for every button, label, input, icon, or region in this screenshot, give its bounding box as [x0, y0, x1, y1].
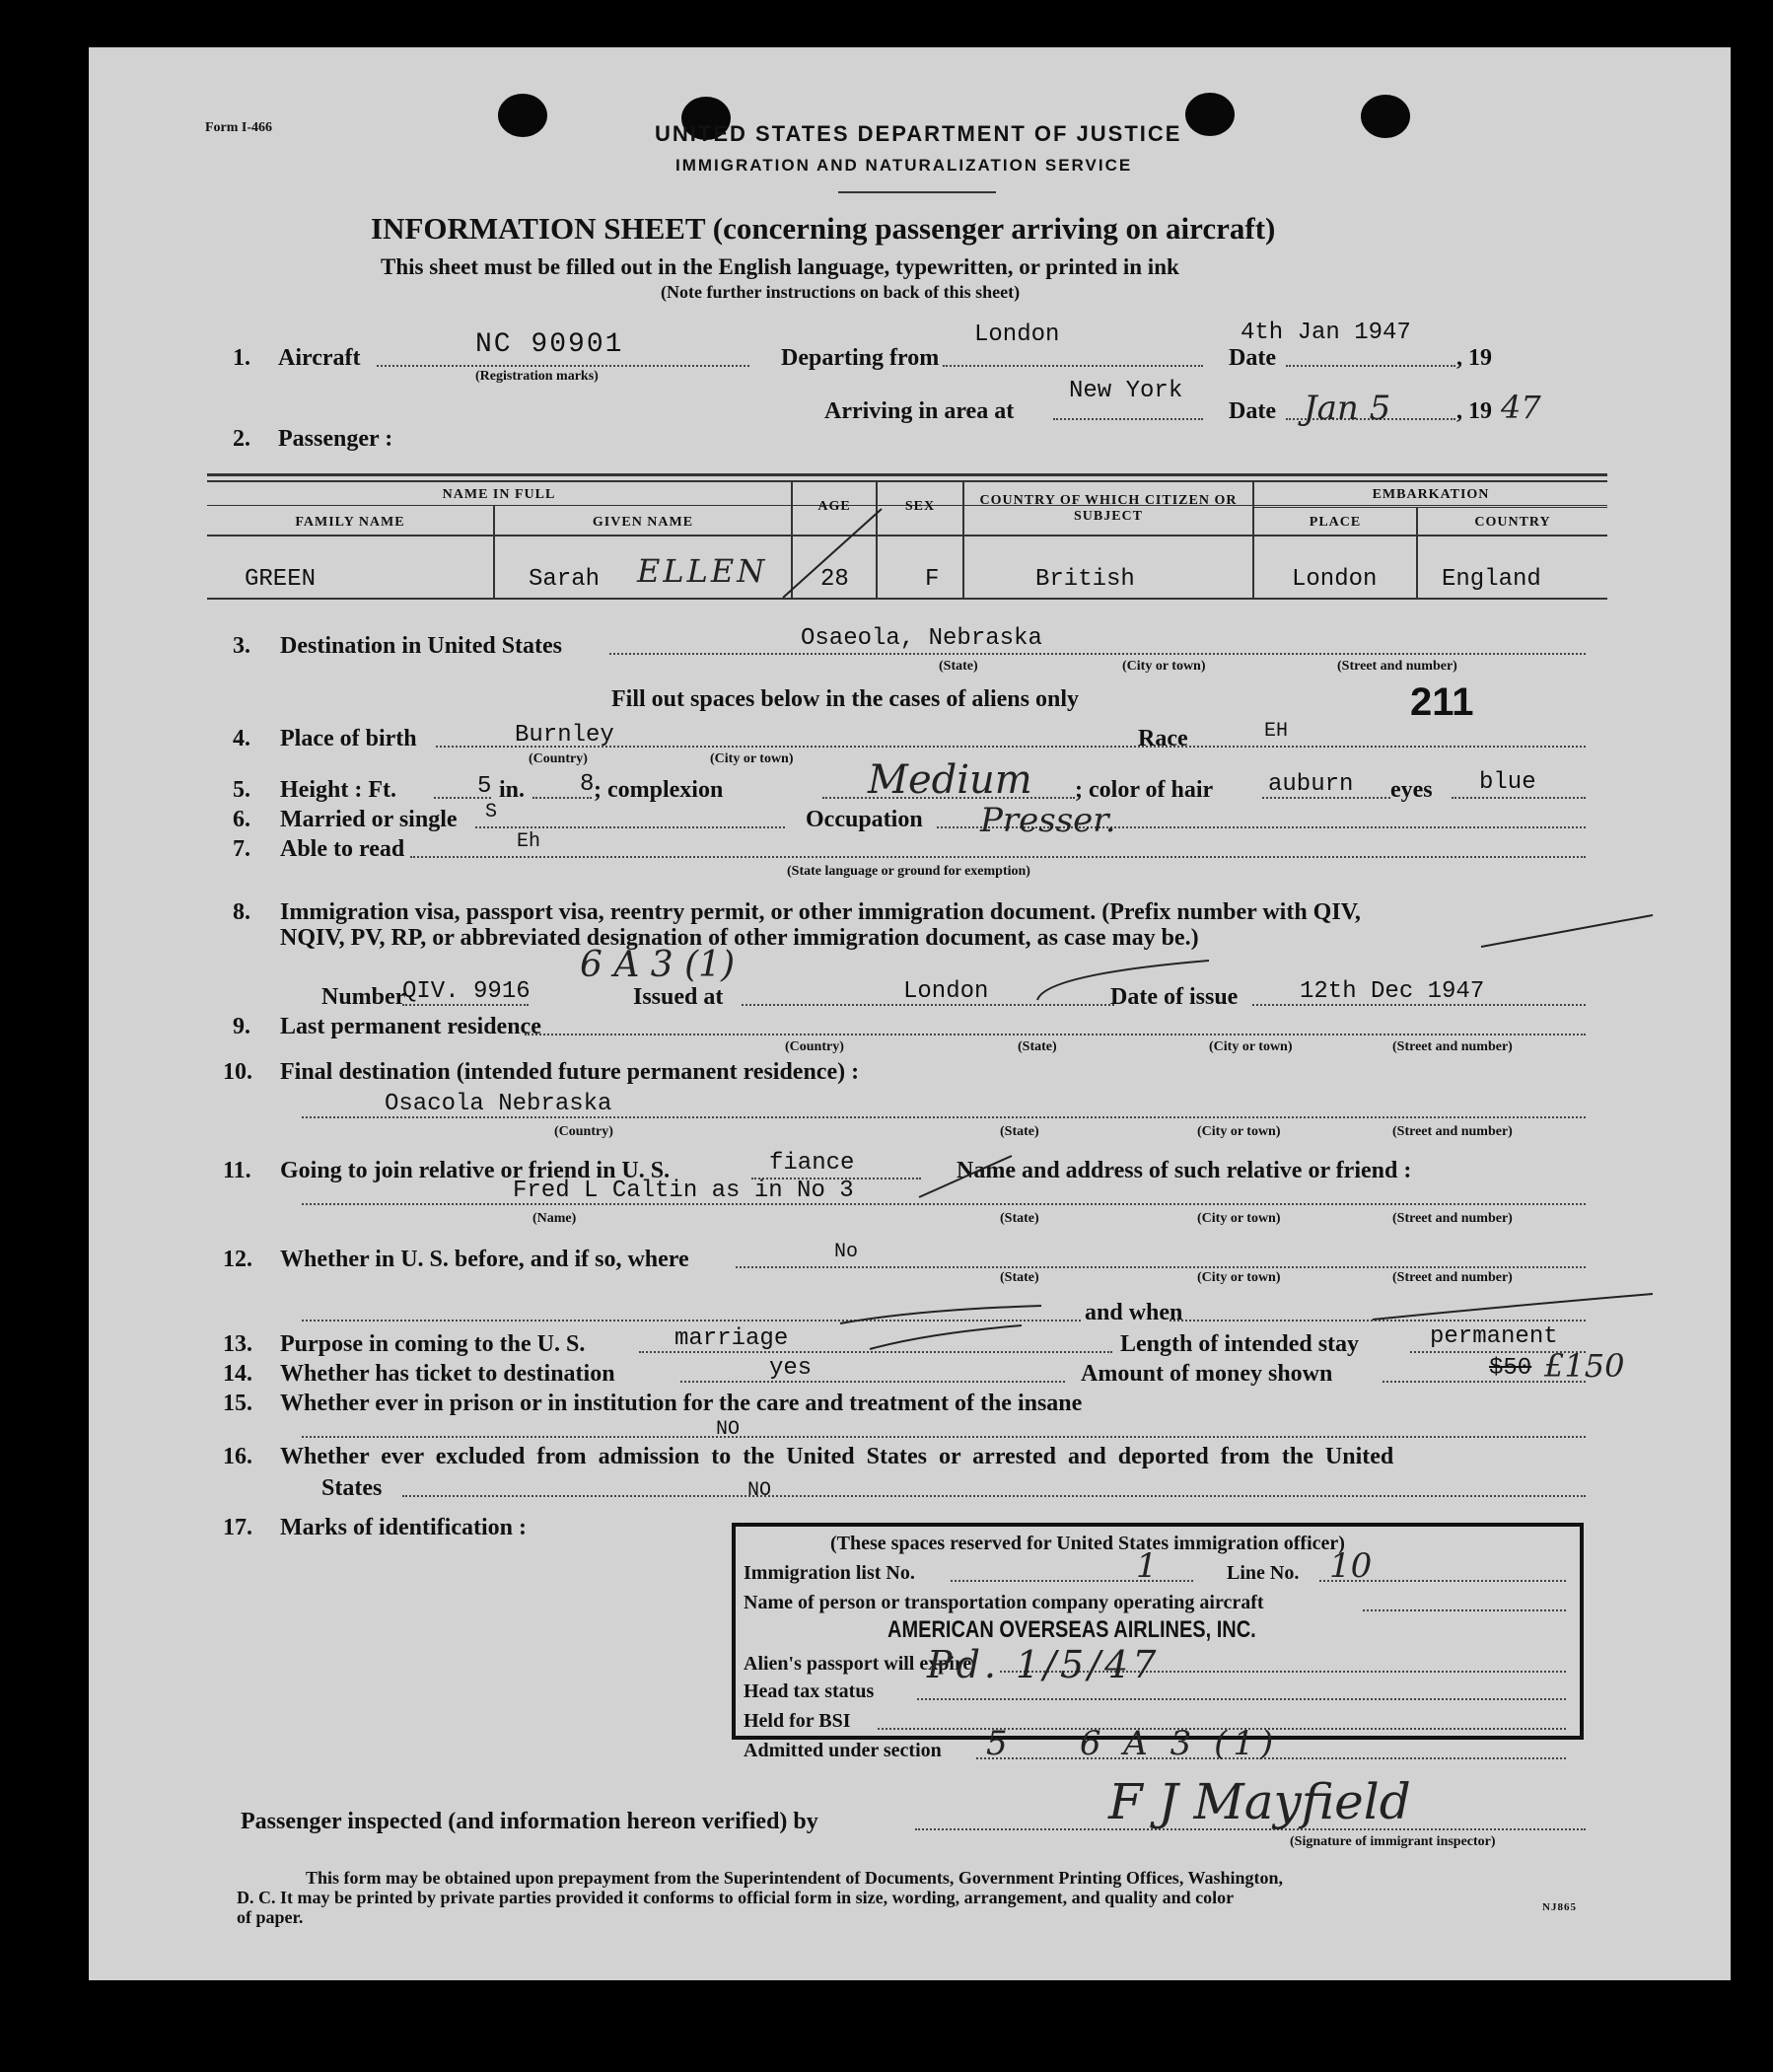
- money-handwritten[interactable]: £150: [1544, 1347, 1625, 1385]
- eyes-value[interactable]: blue: [1479, 769, 1536, 796]
- section-label: Admitted under section: [744, 1740, 942, 1761]
- footer-line-2: D. C. It may be printed by private parties provided it conforms to official form in size, wording, arrangement, and quality and color: [237, 1888, 1235, 1907]
- list-value[interactable]: 1: [1136, 1546, 1158, 1586]
- final-destination-sub-country: (Country): [554, 1124, 613, 1139]
- excluded-line: [402, 1495, 1586, 1497]
- item-2-number: 2.: [233, 426, 250, 452]
- relative-sub-state: (State): [1000, 1211, 1039, 1226]
- arriving-label: Arriving in area at: [824, 398, 1015, 424]
- read-line: [410, 856, 1586, 858]
- final-destination-sub-city: (City or town): [1197, 1124, 1281, 1139]
- birthplace-label: Place of birth: [280, 726, 417, 751]
- table-header-rule-2: [207, 535, 1607, 536]
- date-line: [1286, 365, 1455, 367]
- passport-expire-value[interactable]: Pd. 1/5/47: [927, 1643, 1161, 1686]
- final-destination-label: Final destination (intended future permanent residence) :: [280, 1059, 860, 1085]
- item-8-number: 8.: [233, 899, 250, 925]
- inches-label: in.: [499, 777, 526, 803]
- table-top-rule: [207, 473, 1607, 476]
- department-title: UNITED STATES DEPARTMENT OF JUSTICE: [655, 121, 1182, 146]
- item-16-number: 16.: [223, 1444, 252, 1469]
- bsi-label: Held for BSI: [744, 1710, 851, 1732]
- punch-hole: [1361, 95, 1410, 138]
- given-name-value[interactable]: Sarah: [529, 566, 601, 593]
- purpose-stroke: [868, 1323, 1026, 1353]
- departing-value[interactable]: London: [974, 322, 1060, 348]
- race-value[interactable]: EH: [1264, 720, 1289, 743]
- family-name-value[interactable]: GREEN: [245, 566, 317, 593]
- previous-visit-sub-city: (City or town): [1197, 1270, 1281, 1285]
- inspector-signature: F J Mayfield: [1108, 1773, 1411, 1830]
- arriving-value[interactable]: New York: [1069, 378, 1183, 404]
- excluded-value[interactable]: NO: [747, 1479, 772, 1502]
- purpose-label: Purpose in coming to the U. S.: [280, 1331, 586, 1357]
- previous-visit-value[interactable]: No: [834, 1241, 859, 1263]
- head-tax-line: [917, 1698, 1566, 1700]
- relative-stroke: [917, 1152, 1016, 1201]
- relative-name-line: [302, 1203, 1586, 1205]
- inspection-label: Passenger inspected (and information hereon verified) by: [241, 1809, 818, 1834]
- destination-value[interactable]: Osaeola, Nebraska: [801, 625, 1042, 652]
- item-4-number: 4.: [233, 726, 250, 751]
- issue-date-value[interactable]: 12th Dec 1947: [1300, 978, 1485, 1005]
- date-label: Date: [1229, 345, 1276, 371]
- passenger-label: Passenger :: [278, 426, 393, 452]
- footer-code: NJ865: [1542, 1901, 1577, 1913]
- and-when-label: and when: [1085, 1300, 1183, 1325]
- officer-heading: (These spaces reserved for United States immigration officer): [830, 1533, 1345, 1554]
- final-destination-sub-state: (State): [1000, 1124, 1039, 1139]
- section-value[interactable]: 5 6 A 3 (1): [986, 1724, 1280, 1763]
- header-rule: [838, 191, 996, 193]
- passport-expire-label: Alien's passport will expire: [744, 1653, 972, 1675]
- year2-value[interactable]: 47: [1501, 389, 1541, 426]
- occupation-label: Occupation: [806, 807, 923, 832]
- footer-line-3: of paper.: [237, 1907, 304, 1927]
- sex-value[interactable]: F: [925, 566, 940, 593]
- stamp-number: 211: [1410, 680, 1474, 724]
- eyes-label: eyes: [1390, 777, 1433, 803]
- item-17-number: 17.: [223, 1515, 252, 1540]
- relation-value[interactable]: fiance: [769, 1150, 855, 1177]
- visa-number-label: Number: [321, 984, 406, 1010]
- visa-number-value[interactable]: QIV. 9916: [402, 978, 531, 1005]
- line-label: Line No.: [1227, 1562, 1300, 1584]
- item-1-number: 1.: [233, 345, 250, 371]
- destination-sub-street: (Street and number): [1337, 659, 1457, 674]
- item-7-number: 7.: [233, 836, 250, 862]
- inspection-sublabel: (Signature of immigrant inspector): [1290, 1834, 1496, 1849]
- identification-label: Marks of identification :: [280, 1515, 527, 1540]
- birthplace-sub-country: (Country): [529, 751, 588, 766]
- item-15-number: 15.: [223, 1391, 252, 1416]
- aircraft-value[interactable]: NC 90901: [475, 329, 624, 360]
- year2-prefix: , 19: [1456, 398, 1492, 424]
- eyes-line: [1452, 797, 1586, 799]
- last-residence-label: Last permanent residence: [280, 1014, 541, 1039]
- read-value[interactable]: Eh: [517, 830, 541, 853]
- relative-sub-street: (Street and number): [1392, 1211, 1513, 1226]
- embark-country-value[interactable]: England: [1442, 566, 1541, 593]
- item-5-number: 5.: [233, 777, 250, 803]
- instruction-2: (Note further instructions on back of this sheet): [661, 282, 1021, 302]
- join-relative-label: Going to join relative or friend in U. S.: [280, 1158, 671, 1183]
- item-9-number: 9.: [233, 1014, 250, 1039]
- prison-label: Whether ever in prison or in institution for the care and treatment of the insane: [280, 1391, 1083, 1416]
- sheet-title: INFORMATION SHEET (concerning passenger arriving on aircraft): [371, 211, 1276, 246]
- header-embark-country: COUNTRY: [1474, 515, 1551, 530]
- aircraft-label: Aircraft: [278, 345, 361, 371]
- table-top-rule-2: [207, 480, 1607, 482]
- married-line: [475, 826, 785, 828]
- departing-line: [943, 365, 1203, 367]
- line-value[interactable]: 10: [1329, 1546, 1373, 1586]
- header-country: COUNTRY OF WHICH CITIZEN OR SUBJECT: [979, 493, 1238, 524]
- departing-label: Departing from: [781, 345, 940, 371]
- embark-place-value[interactable]: London: [1292, 566, 1378, 593]
- ticket-line: [680, 1381, 1065, 1383]
- item-12-number: 12.: [223, 1247, 252, 1272]
- issued-value[interactable]: London: [903, 978, 989, 1005]
- registration-marks-label: (Registration marks): [475, 369, 599, 384]
- aircraft-line: [377, 365, 749, 367]
- final-destination-value[interactable]: Osacola Nebraska: [385, 1091, 612, 1117]
- married-value[interactable]: S: [485, 801, 498, 823]
- header-place: PLACE: [1309, 515, 1362, 530]
- read-sublabel: (State language or ground for exemption): [787, 864, 1030, 879]
- item-10-number: 10.: [223, 1059, 252, 1085]
- item-6-number: 6.: [233, 807, 250, 832]
- last-residence-sub-state: (State): [1018, 1039, 1057, 1054]
- header-sex: SEX: [904, 499, 936, 514]
- relative-name-value[interactable]: Fred L Caltin as in No 3: [513, 1178, 854, 1204]
- height-feet-value[interactable]: 5: [477, 773, 492, 800]
- last-residence-sub-street: (Street and number): [1392, 1039, 1513, 1054]
- last-residence-sub-city: (City or town): [1209, 1039, 1293, 1054]
- company-value[interactable]: AMERICAN OVERSEAS AIRLINES, INC.: [887, 1616, 1256, 1644]
- money-value[interactable]: $50: [1489, 1355, 1532, 1382]
- destination-sub-state: (State): [939, 659, 978, 674]
- item-3-number: 3.: [233, 633, 250, 659]
- prison-value[interactable]: NO: [716, 1418, 741, 1441]
- date-value[interactable]: 4th Jan 1947: [1241, 320, 1411, 346]
- visa-handwritten-note[interactable]: 6 A 3 (1): [580, 945, 736, 985]
- and-when-stroke: [1371, 1292, 1657, 1323]
- read-label: Able to read: [280, 836, 405, 862]
- punch-hole: [498, 94, 547, 137]
- relative-name-label: Name and address of such relative or friend :: [957, 1158, 1412, 1183]
- arriving-line: [1053, 418, 1203, 420]
- previous-visit-line: [736, 1266, 1586, 1268]
- header-name-in-full: NAME IN FULL: [442, 487, 556, 502]
- list-label: Immigration list No.: [744, 1562, 915, 1584]
- year-prefix: , 19: [1456, 345, 1492, 371]
- married-label: Married or single: [280, 807, 458, 832]
- service-title: IMMIGRATION AND NATURALIZATION SERVICE: [675, 156, 1133, 175]
- date2-value[interactable]: Jan 5: [1304, 389, 1391, 428]
- item-11-number: 11.: [223, 1158, 251, 1183]
- stay-value[interactable]: permanent: [1430, 1323, 1558, 1350]
- race-line: [1213, 746, 1586, 748]
- excluded-label-2: States: [321, 1475, 383, 1501]
- birthplace-sub-city: (City or town): [710, 751, 794, 766]
- money-label: Amount of money shown: [1081, 1361, 1333, 1387]
- issued-label: Issued at: [633, 984, 724, 1010]
- visa-text-1: Immigration visa, passport visa, reentry permit, or other immigration document. (Prefix number with QIV,: [280, 899, 1361, 925]
- header-embarkation: EMBARKATION: [1372, 487, 1490, 502]
- company-line: [1363, 1609, 1566, 1611]
- complexion-label: ; complexion: [594, 777, 724, 803]
- item-14-number: 14.: [223, 1361, 252, 1387]
- previous-visit-sub-street: (Street and number): [1392, 1270, 1513, 1285]
- complexion-value[interactable]: Medium: [868, 757, 1032, 803]
- excluded-label-1: Whether ever excluded from admission to the United States or arrested and deported from the United: [280, 1444, 1394, 1469]
- header-age: AGE: [817, 499, 851, 514]
- destination-line: [609, 653, 1586, 655]
- height-label: Height : Ft.: [280, 777, 396, 803]
- last-residence-line: [525, 1034, 1586, 1036]
- prison-line: [302, 1436, 1586, 1438]
- purpose-value[interactable]: marriage: [674, 1325, 789, 1352]
- destination-sub-city: (City or town): [1122, 659, 1206, 674]
- ticket-value[interactable]: yes: [769, 1355, 813, 1382]
- hair-value[interactable]: auburn: [1268, 771, 1354, 798]
- height-inches-value[interactable]: 8: [580, 771, 595, 798]
- instruction-1: This sheet must be filled out in the English language, typewritten, or printed in ink: [381, 254, 1179, 279]
- previous-visit-label: Whether in U. S. before, and if so, where: [280, 1247, 689, 1272]
- final-destination-sub-street: (Street and number): [1392, 1124, 1513, 1139]
- date2-label: Date: [1229, 398, 1276, 424]
- issue-date-label: Date of issue: [1110, 984, 1239, 1010]
- stay-label: Length of intended stay: [1120, 1331, 1360, 1357]
- destination-label: Destination in United States: [280, 633, 563, 659]
- hair-label: ; color of hair: [1075, 777, 1214, 803]
- punch-hole: [1185, 93, 1235, 136]
- visa-text-2: NQIV, PV, RP, or abbreviated designation of other immigration document, as case may be.): [280, 925, 1199, 951]
- relative-sub-name: (Name): [532, 1211, 577, 1226]
- aliens-heading: Fill out spaces below in the cases of aliens only: [611, 686, 1080, 712]
- visa-margin-stroke: [1479, 911, 1657, 951]
- form-sheet: [89, 47, 1731, 1980]
- last-residence-sub-country: (Country): [785, 1039, 844, 1054]
- relative-sub-city: (City or town): [1197, 1211, 1281, 1226]
- age-value[interactable]: 28: [820, 566, 849, 593]
- header-given-name: GIVEN NAME: [592, 515, 694, 530]
- footer-line-1: This form may be obtained upon prepayment from the Superintendent of Documents, Government Printing Offices, Washington,: [306, 1868, 1284, 1888]
- race-label: Race: [1138, 726, 1188, 751]
- given-name-handwritten[interactable]: ELLEN: [637, 552, 768, 590]
- birthplace-value[interactable]: Burnley: [515, 722, 614, 749]
- embarkation-subrule: [1252, 507, 1607, 508]
- table-bottom-rule: [207, 598, 1607, 600]
- head-tax-label: Head tax status: [744, 1680, 875, 1702]
- header-family-name: FAMILY NAME: [295, 515, 405, 530]
- previous-visit-sub-state: (State): [1000, 1270, 1039, 1285]
- ticket-label: Whether has ticket to destination: [280, 1361, 615, 1387]
- form-number: Form I-466: [205, 120, 273, 135]
- citizenship-value[interactable]: British: [1035, 566, 1135, 593]
- company-label: Name of person or transportation company operating aircraft: [744, 1592, 1264, 1613]
- occupation-value[interactable]: Presser.: [980, 801, 1116, 840]
- item-13-number: 13.: [223, 1331, 252, 1357]
